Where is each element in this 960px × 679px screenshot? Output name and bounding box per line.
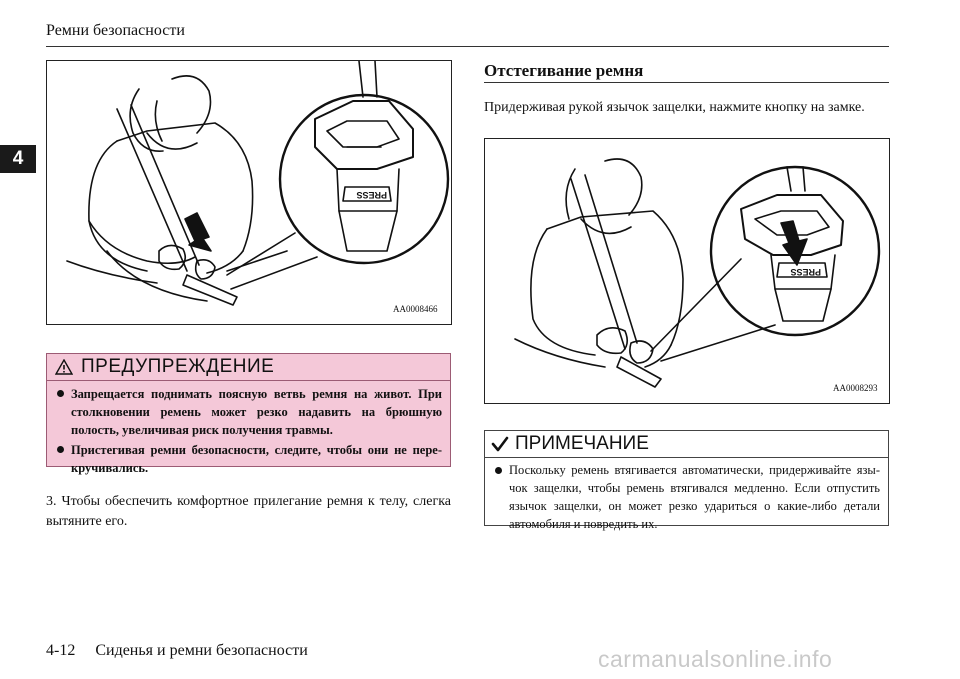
warning-box [46,353,451,475]
warning-list [47,381,450,477]
running-header: Ремни безопасности [46,22,185,39]
warning-item: Пристегивая ремни безопасности, следите, чтобы они не пере-кручивались. [47,441,450,477]
press-label: PRESS [356,190,387,200]
page-number: 4-12 [46,642,76,659]
footer-chapter-title: Сиденья и ремни безопасности [95,642,308,659]
note-item: Поскольку ремень втягивается автоматически, придерживайте язы-чок защелки, чтобы ремень втягивался медленно. Если отпустить язычок защелки, он может резко удариться о какие-либо детали автомобиля и повредить их. [485,458,888,533]
figure-code: AA0008293 [833,383,878,393]
note-box [484,430,889,531]
note-header [485,431,888,458]
section-title: Отстегивание ремня [484,61,644,80]
illustration-unfasten-belt [485,139,889,403]
note-list [485,458,888,533]
figure-fasten-belt [46,60,452,325]
watermark: carmanualsonline.info [598,646,833,672]
checkmark-icon [491,436,509,452]
figure-unfasten-belt [484,138,890,404]
press-label: PRESS [790,267,821,277]
chapter-tab: 4 [0,145,36,173]
section-intro: Придерживая рукой язычок защелки, нажмите кнопку на замке. [484,100,865,115]
illustration-fasten-belt [47,61,451,324]
warning-title: ПРЕДУПРЕЖДЕНИЕ [81,356,275,377]
figure-code: AA0008466 [393,304,438,314]
page-footer [46,642,328,660]
header-divider [46,46,889,47]
note-title: ПРИМЕЧАНИЕ [515,433,649,454]
warning-header [47,354,450,381]
warning-triangle-icon [55,359,73,375]
step-3-text: 3. Чтобы обеспечить комфортное прилегание ремня к телу, слегка вытяните его. [46,494,451,529]
section-divider [484,82,889,83]
warning-item: Запрещается поднимать поясную ветвь ремня на живот. При столкновении ремень может резко надавить на брюшную полость, увеличивая риск получения травмы. [47,385,450,439]
